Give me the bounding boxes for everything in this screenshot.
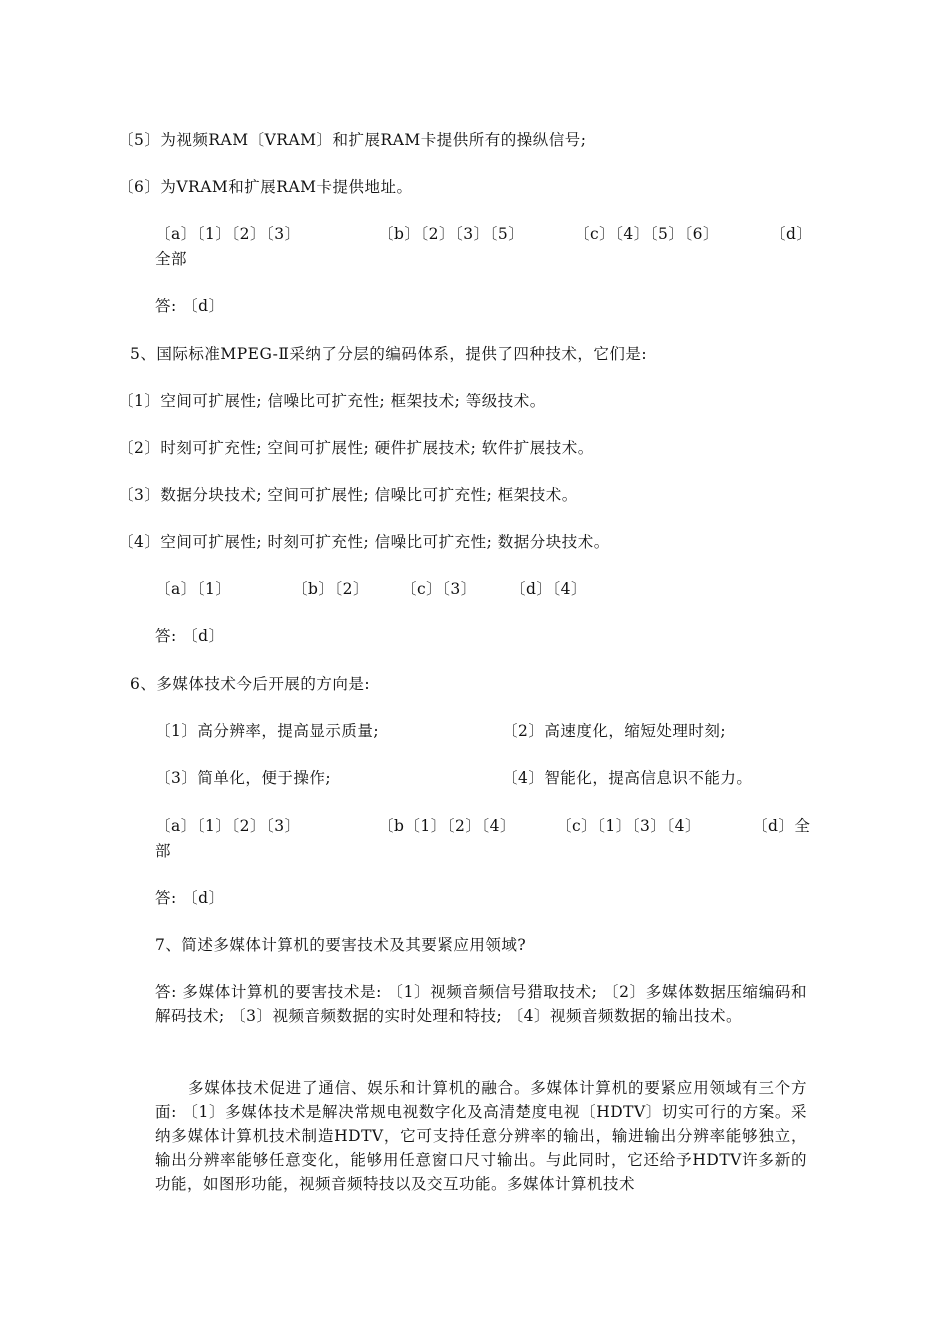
q4-option-c: 〔c〕〔4〕〔5〕〔6〕 — [574, 225, 720, 243]
q5-question: 5、国际标准MPEG-Ⅱ采纳了分层的编码体系，提供了四种技术，它们是: — [130, 345, 648, 363]
q4-option-d-continued: 全部 — [155, 250, 188, 268]
q6-answer: 答: 〔d〕 — [155, 889, 225, 907]
q6-question: 6、多媒体技术今后开展的方向是: — [130, 675, 371, 693]
q5-item-2: 〔2〕时刻可扩充性; 空间可扩展性; 硬件扩展技术; 软件扩展技术。 — [118, 439, 594, 457]
q7-answer-paragraph-1: 答: 多媒体计算机的要害技术是: 〔1〕视频音频信号猎取技术; 〔2〕多媒体数据压缩编码和解码技术; 〔3〕视频音频数据的实时处理和特技; 〔4〕视频音频数据的输出技术。 — [155, 983, 807, 1025]
q6-option-d: 〔d〕全 — [752, 817, 811, 835]
q5-option-d: 〔d〕〔4〕 — [510, 580, 588, 598]
q6-item-1: 〔1〕高分辨率，提高显示质量; — [155, 722, 380, 740]
q4-item-5: 〔5〕为视频RAM〔VRAM〕和扩展RAM卡提供所有的操纵信号; — [118, 131, 587, 149]
q5-option-a: 〔a〕〔1〕 — [155, 580, 232, 598]
q5-item-3: 〔3〕数据分块技术; 空间可扩展性; 信噪比可扩充性; 框架技术。 — [118, 486, 578, 504]
q4-item-6: 〔6〕为VRAM和扩展RAM卡提供地址。 — [118, 178, 413, 196]
q5-option-c: 〔c〕〔3〕 — [401, 580, 477, 598]
q4-answer: 答: 〔d〕 — [155, 297, 225, 315]
q6-item-2: 〔2〕高速度化，缩短处理时刻; — [502, 722, 727, 740]
q5-answer: 答: 〔d〕 — [155, 627, 225, 645]
q4-option-b: 〔b〕〔2〕〔3〕〔5〕 — [378, 225, 525, 243]
q6-item-3: 〔3〕简单化，便于操作; — [155, 769, 332, 787]
q5-option-b: 〔b〕〔2〕 — [292, 580, 370, 598]
q6-option-d-continued: 部 — [155, 842, 172, 860]
q7-answer-paragraph-2: 多媒体技术促进了通信、娱乐和计算机的融合。多媒体计算机的要紧应用领域有三个方面: 〔1〕多媒体技术是解决常规电视数字化及高清楚度电视〔HDTV〕切实可行的方案。采纳多媒体计算机技术制造HDTV，它可支持任意分辨率的输出，输进输出分辨率能够独立，输出分辨率能够任意变化，能够用任意窗口尺寸输出。与此同时，它还给予HDTV许多新的功能，如图形功能，视频音频特技以及交互功能。多媒体计算机技术 — [155, 1079, 807, 1193]
q6-option-c: 〔c〕〔1〕〔3〕〔4〕 — [556, 817, 702, 835]
q4-option-a: 〔a〕〔1〕〔2〕〔3〕 — [155, 225, 301, 243]
q6-option-a: 〔a〕〔1〕〔2〕〔3〕 — [155, 817, 301, 835]
q5-item-1: 〔1〕空间可扩展性; 信噪比可扩充性; 框架技术; 等级技术。 — [118, 392, 546, 410]
q7-question: 7、简述多媒体计算机的要害技术及其要紧应用领域? — [155, 936, 527, 954]
q5-item-4: 〔4〕空间可扩展性; 时刻可扩充性; 信噪比可扩充性; 数据分块技术。 — [118, 533, 610, 551]
q6-item-4: 〔4〕智能化，提高信息识不能力。 — [502, 769, 753, 787]
q4-option-d: 〔d〕 — [770, 225, 813, 243]
q6-option-b: 〔b〔1〕〔2〕〔4〕 — [378, 817, 517, 835]
